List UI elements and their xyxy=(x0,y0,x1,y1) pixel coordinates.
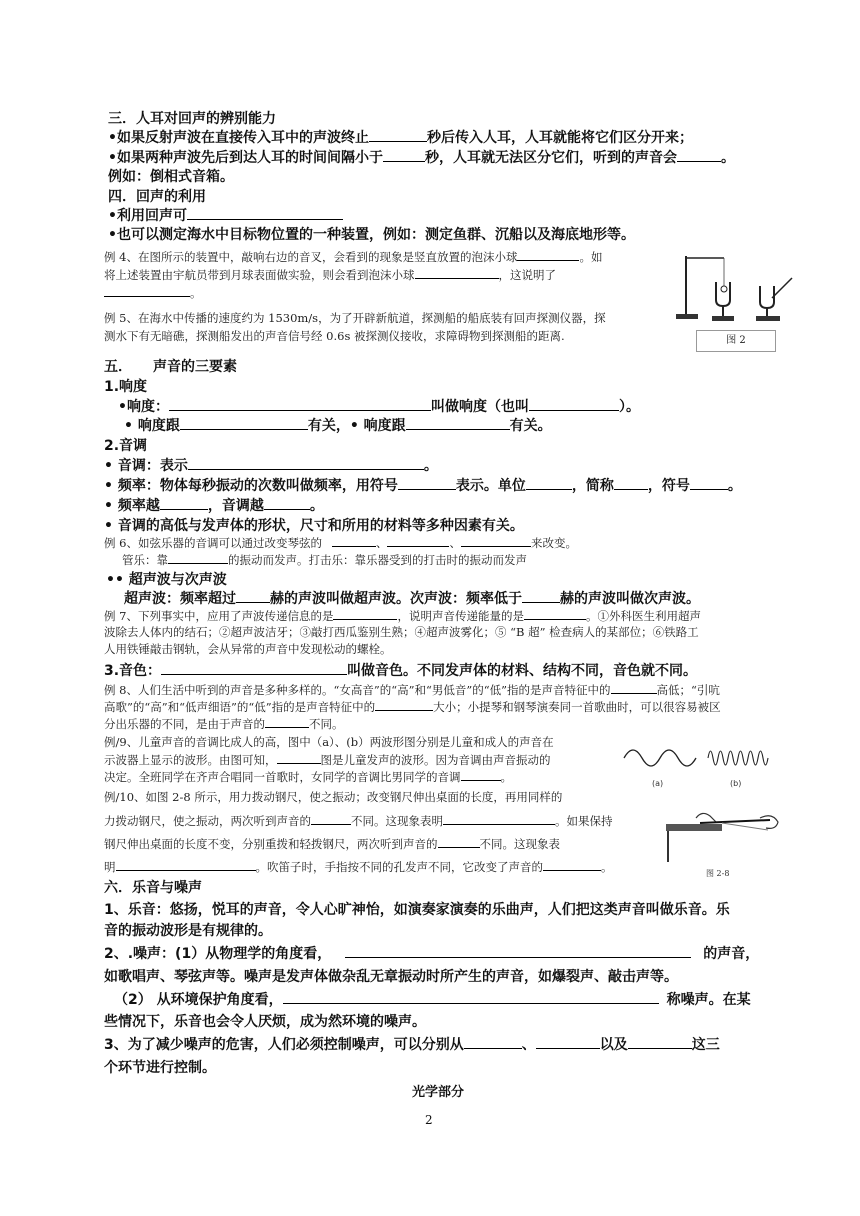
blank xyxy=(168,551,228,564)
blank xyxy=(283,991,659,1004)
ex5-line-1: 例 5、在海水中传播的速度约为 1530m/s，为了开辟新航道，探测船的船底装有回声探测仪器，探 xyxy=(104,311,606,325)
s6-p1-line-1: 1、乐音：悠扬，悦耳的声音，令人心旷神怡，如演奏家演奏的乐曲声，人们把这类声音叫做乐音。乐 xyxy=(104,902,730,918)
ruler-figure xyxy=(660,804,788,876)
blank xyxy=(522,590,560,603)
pitch-line-3: • 频率越 ，音调越 。 xyxy=(104,498,324,514)
ex9-line-2: 示波器上显示的波形。由图可知， 图是儿童发声的波形。因为音调由声音振动的 xyxy=(104,753,551,767)
blank xyxy=(443,812,555,825)
subsection-pitch: 2.音调 xyxy=(104,438,148,454)
ex10-line-4: 明 。吹笛子时，手指按不同的孔发声不同，它改变了声音的 。 xyxy=(104,860,613,874)
blank xyxy=(116,858,256,871)
blank xyxy=(264,497,310,510)
section-3-title: 三．人耳对回声的辨别能力 xyxy=(108,111,276,127)
blank xyxy=(161,662,347,675)
s3-line-1: •如果反射声波在直接传入耳中的声波终止 秒后传入人耳，人耳就能将它们区分开来； xyxy=(108,130,693,146)
waveform-b xyxy=(708,751,768,765)
s6-p2-line-2: 如歌唱声、琴弦声等。噪声是发声体做杂乱无章振动时所产生的声音，如爆裂声、敲击声等。 xyxy=(104,969,678,985)
waveform-a-label: (a) xyxy=(652,779,664,788)
blank xyxy=(369,129,427,142)
blank xyxy=(461,534,531,547)
blank xyxy=(611,681,657,694)
blank xyxy=(526,477,572,490)
figure-2-8-caption: 图 2-8 xyxy=(706,869,730,878)
blank xyxy=(517,248,579,261)
blank xyxy=(614,477,648,490)
blank xyxy=(277,751,321,764)
blank xyxy=(332,534,376,547)
section-5-title: 五． 声音的三要素 xyxy=(104,359,237,375)
loudness-line-1: •响度： 叫做响度（也叫 ）。 xyxy=(118,399,640,415)
ex10-line-3: 钢尺伸出桌面的长度不变，分别重拨和轻拨钢尺，两次听到声音的 不同。这现象表 xyxy=(104,837,560,851)
blank xyxy=(387,534,449,547)
section-4-title: 四．回声的利用 xyxy=(108,189,206,205)
ex4-line-1: 例 4、在图所示的装置中，敲响右边的音叉，会看到的现象是竖直放置的泡沫小球 。如 xyxy=(104,250,603,264)
blank xyxy=(438,835,480,848)
s4-line-1: •利用回声可 xyxy=(108,205,343,225)
subsection-loudness: 1.响度 xyxy=(104,379,148,395)
ex8-line-1: 例 8、人们生活中听到的声音是多种多样的。“女高音”的“高”和“男低音”的“低”指的是声音特征中的 高低；“引吭 xyxy=(104,683,720,697)
blank xyxy=(464,1036,522,1049)
ex4-line-3: 。 xyxy=(104,284,202,301)
blank xyxy=(187,207,343,220)
ultrasound-title: •• 超声波与次声波 xyxy=(106,572,227,588)
ex10-line-2: 力拨动钢尺，使之振动，两次听到声音的 不同。这现象表明 。如果保持 xyxy=(104,814,613,828)
ex9-line-3: 决定。全班同学在齐声合唱同一首歌时，女同学的音调比男同学的音调 。 xyxy=(104,770,512,784)
blank xyxy=(690,477,728,490)
s3-line-2: •如果两种声波先后到达人耳的时间间隔小于 秒，人耳就无法区分它们，听到的声音会 。 xyxy=(108,150,735,166)
blank xyxy=(333,607,397,620)
waveform-figure xyxy=(622,738,778,790)
blank xyxy=(104,284,190,297)
ex7-line-1: 例 7、下列事实中，应用了声波传递信息的是 ，说明声音传递能量的是 。①外科医生利用超声 xyxy=(104,609,701,623)
next-section-heading: 光学部分 xyxy=(412,1085,465,1100)
blank xyxy=(677,149,721,162)
blank xyxy=(236,590,270,603)
blank xyxy=(398,477,456,490)
ex7-line-3: 人用铁锤敲击钢轨，会从异常的声音中发现松动的螺栓。 xyxy=(104,642,392,656)
ex7-line-2: 波除去人体内的结石；②超声波洁牙；③敲打西瓜鉴别生熟；④超声波雾化；⑤ “B 超” 检查病人的某部位；⑥铁路工 xyxy=(104,625,699,639)
s6-p2-line-1: 2、.噪声：(1）从物理学的角度看， 的声音， xyxy=(104,946,760,962)
section-6-title: 六．乐音与噪声 xyxy=(104,880,202,896)
ex4-line-2: 将上述装置由宇航员带到月球表面做实验，则会看到泡沫小球 ，这说明了 xyxy=(104,268,556,282)
timbre-line: 3.音色： 叫做音色。不同发声体的材料、结构不同，音色就不同。 xyxy=(104,663,698,679)
ex6-line-2: 管乐：靠 的振动而发声。打击乐：靠乐器受到的打击时的振动而发声 xyxy=(122,553,527,567)
blank xyxy=(188,457,424,470)
blank xyxy=(180,417,308,430)
loudness-line-2: • 响度跟 有关，• 响度跟 有关。 xyxy=(124,418,552,434)
blank xyxy=(375,698,433,711)
figure-2-caption: 图 2 xyxy=(696,330,776,352)
ultrasound-line: 超声波：频率超过 赫的声波叫做超声波。次声波：频率低于 赫的声波叫做次声波。 xyxy=(124,591,700,607)
s6-p1-line-2: 音的振动波形是有规律的。 xyxy=(104,923,272,939)
blank xyxy=(345,945,691,958)
ex5-line-2: 测水下有无暗礁，探测船发出的声音信号经 0.6s 被探测仪接收，求障碍物到探测船的距离. xyxy=(104,329,565,343)
pitch-line-2: • 频率：物体每秒振动的次数叫做频率，用符号 表示。单位 ，简称 ，符号 。 xyxy=(104,478,742,494)
pitch-line-1: • 音调：表示 。 xyxy=(104,458,438,474)
ex8-line-2: 高歌”的“高”和“低声细语”的“低”指的是声音特征中的 大小；小提琴和钢琴演奏同一首歌曲时，可以很容易被区 xyxy=(104,700,721,714)
blank xyxy=(160,497,208,510)
blank xyxy=(383,149,425,162)
blank xyxy=(628,1036,692,1049)
s6-p4-line-2: 个环节进行控制。 xyxy=(104,1060,216,1076)
blank xyxy=(415,266,499,279)
pitch-line-4: • 音调的高低与发声体的形状，尺寸和所用的材料等多种因素有关。 xyxy=(104,518,524,534)
blank xyxy=(536,1036,600,1049)
blank xyxy=(543,858,601,871)
blank xyxy=(461,768,501,781)
blank xyxy=(524,607,586,620)
s6-p3-line-1: （2） 从环境保护角度看， 称噪声。在某 xyxy=(114,992,751,1008)
ex10-line-1: 例/10、如图 2-8 所示，用力拨动钢尺，使之振动；改变钢尺伸出桌面的长度，再用同样的 xyxy=(104,790,563,804)
s3-line-3: 例如：倒相式音箱。 xyxy=(108,169,234,185)
s6-p4-line-1: 3、为了减少噪声的危害，人们必须控制噪声，可以分别从 、 以及 这三 xyxy=(104,1037,720,1053)
ex9-line-1: 例/9、儿童声音的音调比成人的高，图中（a）、(b）两波形图分别是儿童和成人的声音在 xyxy=(104,735,554,749)
waveform-a xyxy=(624,750,696,766)
ex6-line-1: 例 6、如弦乐器的音调可以通过改变琴弦的 、 、 来改变。 xyxy=(104,536,577,550)
ex8-line-3: 分出乐器的不同，是由于声音的 不同。 xyxy=(104,717,344,731)
page-number: 2 xyxy=(425,1113,433,1127)
s6-p3-line-2: 些情况下，乐音也会令人厌烦，成为然环境的噪声。 xyxy=(104,1014,426,1030)
blank xyxy=(311,812,351,825)
blank xyxy=(265,715,309,728)
blank xyxy=(529,398,619,411)
tuning-fork-figure xyxy=(668,248,796,328)
blank xyxy=(406,417,510,430)
waveform-b-label: (b) xyxy=(730,779,742,788)
s4-line-2: •也可以测定海水中目标物位置的一种装置，例如：测定鱼群、沉船以及海底地形等。 xyxy=(108,227,635,243)
blank xyxy=(169,398,431,411)
